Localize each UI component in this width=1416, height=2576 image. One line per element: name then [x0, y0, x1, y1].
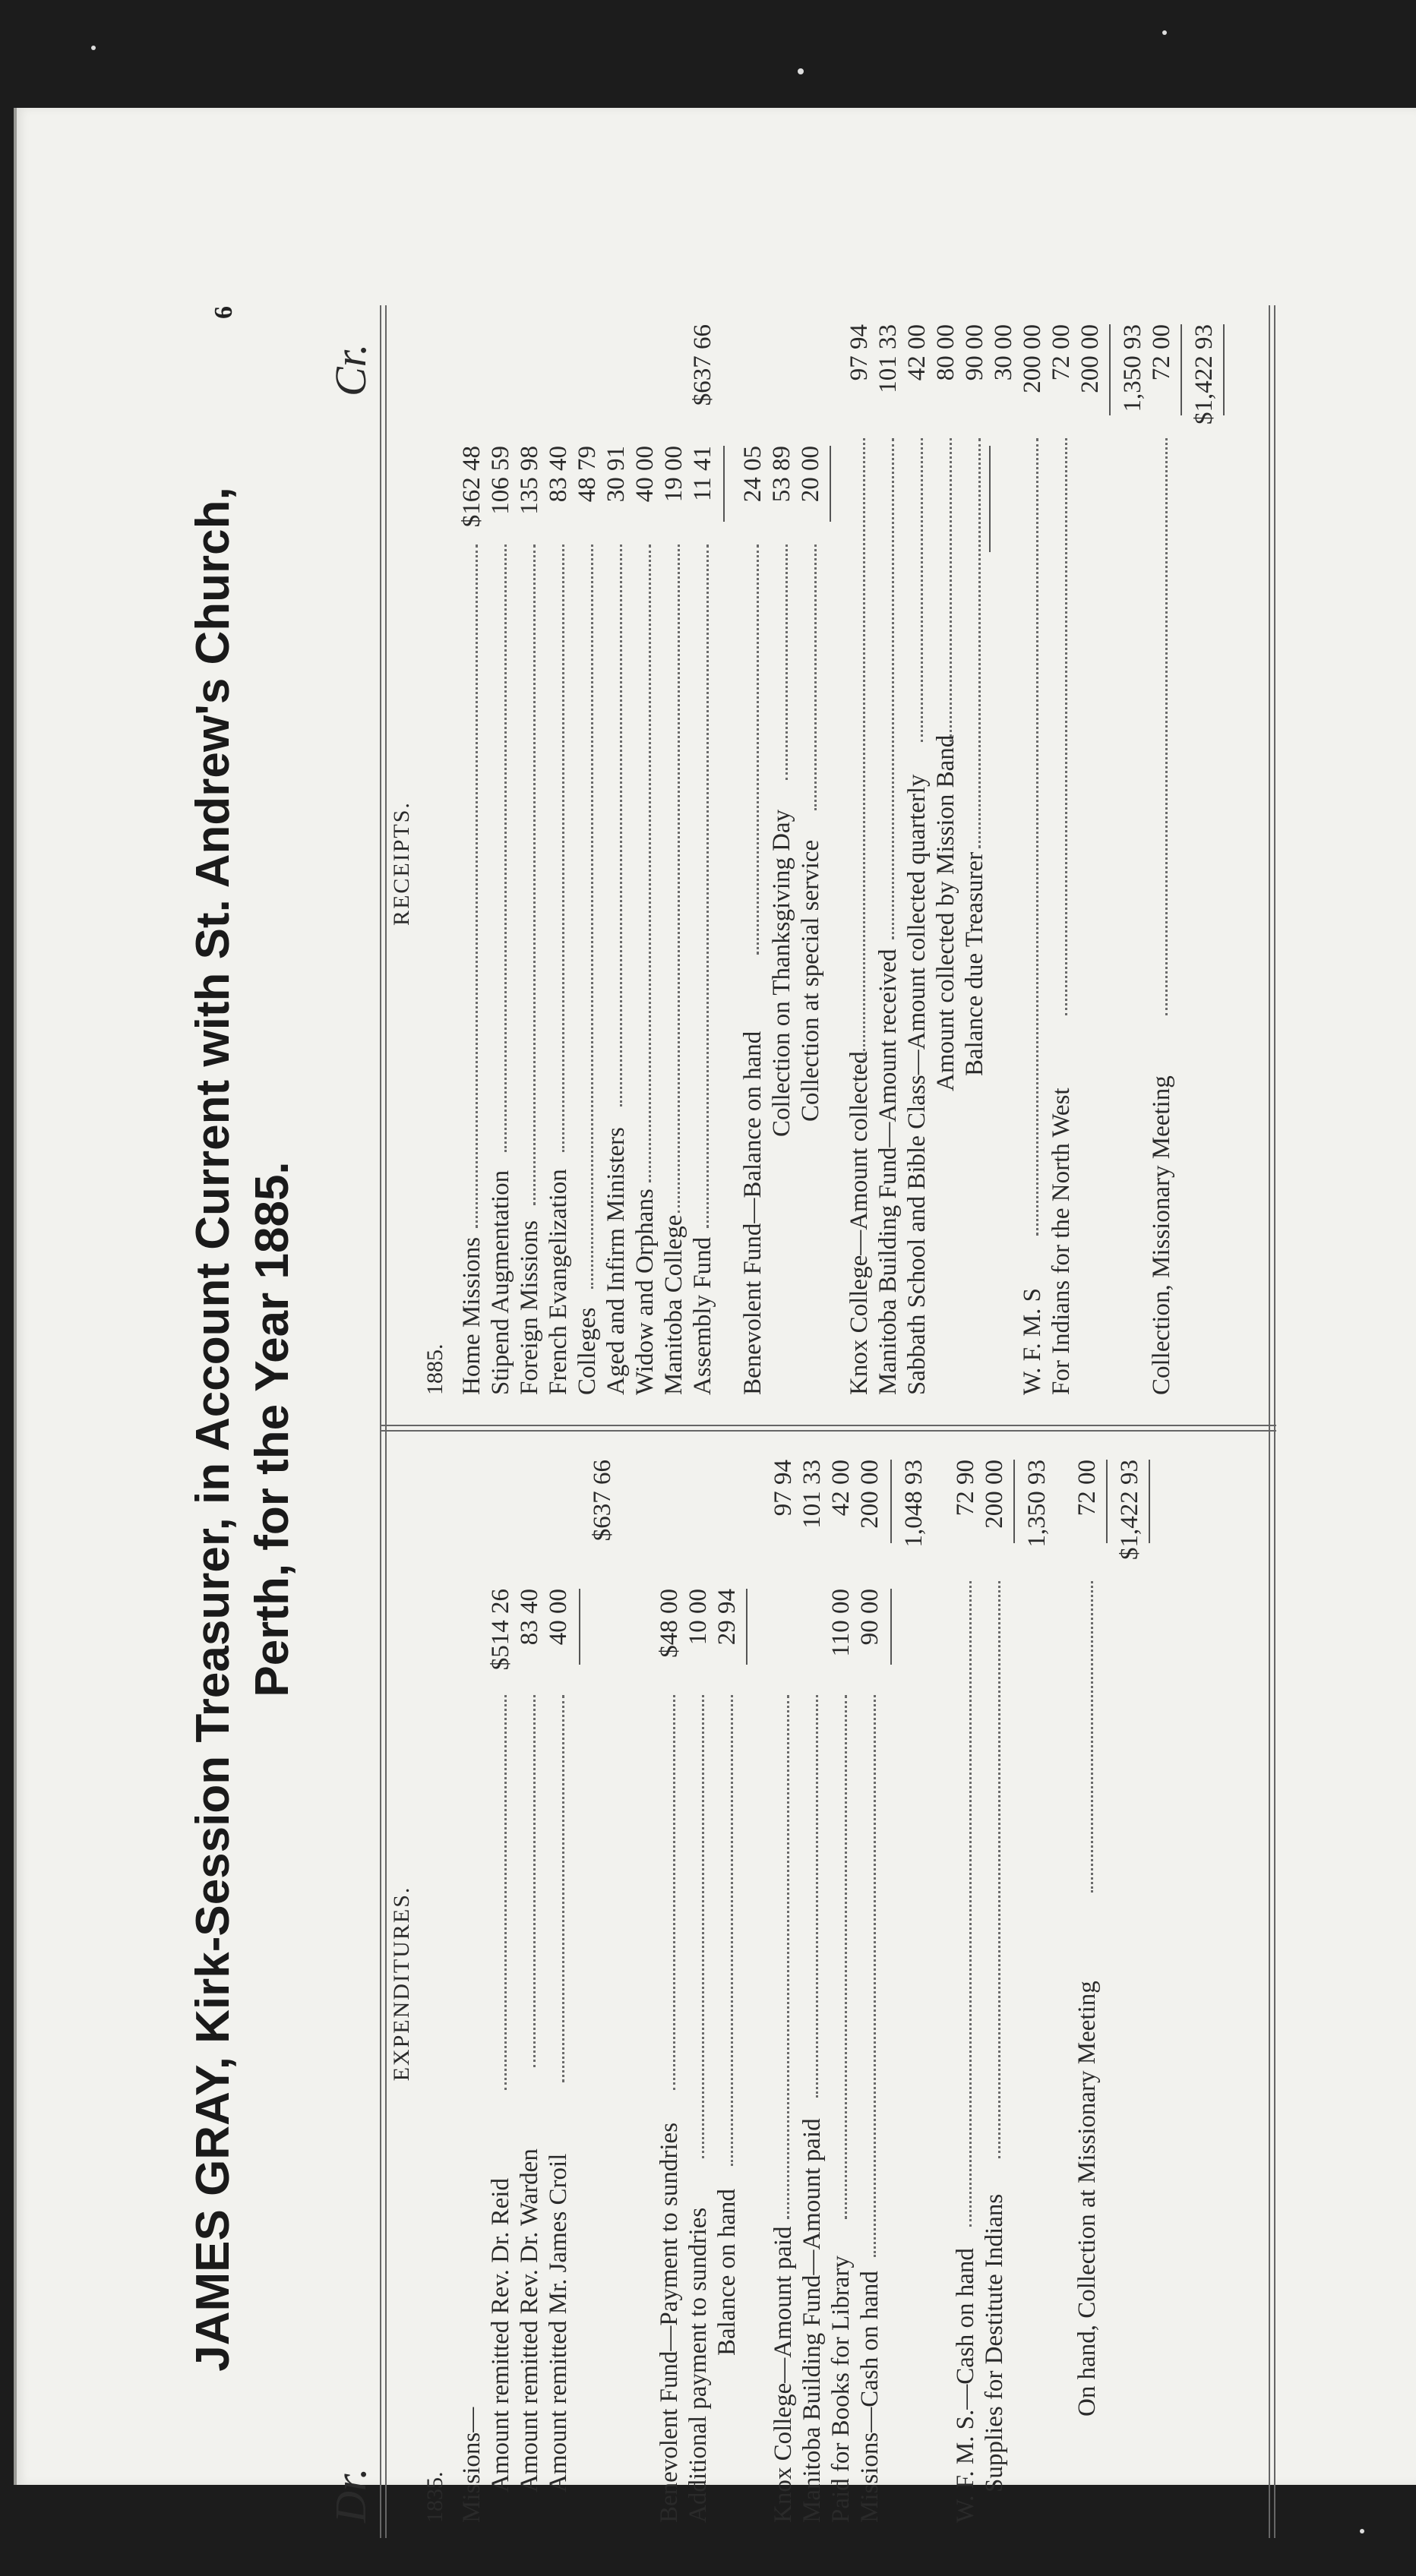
ledger-row: [980, 1444, 1009, 2523]
ledger-row: [515, 1444, 544, 2523]
ledger-row: [796, 317, 825, 1410]
ledger-row: [902, 317, 931, 1410]
subtotal-rule: [1106, 1460, 1108, 1543]
row-total: 72 00: [1148, 324, 1175, 381]
row-label: W. F. M. S: [1019, 1287, 1046, 1395]
title-line-2: Perth, for the Year 1885.: [246, 1161, 299, 1697]
ledger-row: [931, 317, 960, 1410]
ledger-row: [738, 317, 767, 1410]
ledger-row: [544, 317, 573, 1410]
row-label: Collection on Thanksgiving Day: [768, 809, 795, 1137]
leader-dots: [504, 545, 507, 1152]
ledger-row: [769, 1444, 798, 2523]
top-rule: [380, 305, 381, 2538]
row-label: Home Missions: [458, 1236, 485, 1395]
leader-dots: [863, 438, 865, 1061]
row-total: 1,350 93: [1119, 324, 1146, 412]
ledger-row: [1076, 317, 1105, 1410]
ledger-row: [951, 1444, 980, 2523]
row-label: On hand, Collection at Missionary Meeting: [1073, 1981, 1101, 2417]
center-divider: [380, 1430, 1276, 1432]
row-total: 42 00: [827, 1460, 855, 1517]
leader-dots: [874, 1695, 876, 2257]
subtotal-rule: [1013, 1460, 1015, 1543]
leader-dots: [706, 545, 709, 1228]
row-amount: 135 98: [516, 446, 543, 515]
row-label: Stipend Augmentation: [487, 1170, 514, 1395]
row-label: Manitoba Building Fund—Amount received: [874, 949, 902, 1395]
row-amount: 19 00: [660, 446, 687, 503]
ledger-row: [486, 1444, 515, 2523]
row-total: $637 66: [589, 1460, 616, 1542]
document-page: [14, 108, 1416, 2523]
leader-dots: [731, 1695, 733, 2166]
leader-dots: [504, 1695, 507, 2090]
ledger-row: [855, 1444, 884, 2523]
row-label: Balance due Treasurer: [961, 851, 988, 1076]
grand-total: $1,422 93: [1190, 324, 1218, 425]
center-divider-double: [380, 1425, 1276, 1426]
row-label: Additional payment to sundries: [684, 2207, 712, 2523]
leader-dots: [757, 545, 759, 955]
ledger-row: [684, 1444, 713, 2523]
ledger-row: [631, 317, 659, 1410]
ledger-row: [1190, 317, 1218, 1410]
ledger-row: [1018, 317, 1047, 1410]
row-label: Benevolent Fund—Payment to sundries: [656, 2122, 683, 2523]
row-amount: 30 91: [602, 446, 630, 503]
row-label: Missions—: [458, 2407, 485, 2523]
expenditures-column: [389, 1444, 1263, 2523]
receipts-year: 1885.: [422, 1343, 447, 1395]
row-amount: 83 40: [516, 1589, 543, 1646]
ledger-row: [544, 1444, 573, 2523]
top-rule-double: [385, 305, 387, 2538]
expenditures-year: 1835.: [422, 2471, 447, 2523]
row-label: Manitoba Building Fund—Amount paid: [798, 2118, 826, 2523]
ledger-row: [457, 1444, 486, 2523]
row-amount: 106 59: [487, 446, 514, 515]
leader-dots: [785, 545, 788, 780]
row-amount: $514 26: [487, 1589, 514, 1671]
total-rule: [1223, 324, 1225, 415]
row-total: 80 00: [932, 324, 959, 381]
ledger-row: [688, 317, 717, 1410]
row-label: Benevolent Fund—Balance on hand: [739, 1031, 766, 1395]
row-amount: 48 79: [574, 446, 601, 503]
row-amount: 83 40: [545, 446, 572, 503]
ledger-row: [1073, 1444, 1102, 2523]
ledger-row: [827, 1444, 855, 2523]
ledger-row: [602, 317, 631, 1410]
credit-label: Cr.: [326, 343, 375, 396]
row-amount: 24 05: [739, 446, 766, 503]
row-label: Amount remitted Rev. Dr. Reid: [487, 2178, 514, 2492]
row-label: Amount collected by Mission Band: [932, 734, 959, 1091]
row-total: 200 00: [856, 1460, 883, 1529]
row-label: Collection at special service: [797, 839, 824, 1122]
row-total: 200 00: [1019, 324, 1046, 393]
ledger-row: [1147, 317, 1176, 1410]
row-label: Amount remitted Rev. Dr. Warden: [516, 2148, 543, 2492]
leader-dots: [1036, 438, 1038, 1236]
row-label: Missions—Cash on hand: [856, 2271, 883, 2523]
leader-dots: [533, 545, 536, 1205]
row-label: Supplies for Destitute Indians: [981, 2193, 1008, 2492]
row-total: 72 00: [1073, 1460, 1101, 1517]
total-rule: [1149, 1460, 1150, 1543]
ledger-row: [845, 317, 874, 1410]
subtotal-rule: [1109, 324, 1111, 415]
ledger-row: [515, 317, 544, 1410]
row-total: 97 94: [845, 324, 873, 381]
row-amount: 90 00: [856, 1589, 883, 1646]
ledger-row: [960, 317, 989, 1410]
row-amount: 53 89: [768, 446, 795, 503]
leader-dots: [620, 545, 622, 1106]
ledger-row: [588, 1444, 617, 2523]
ledger-row: [486, 317, 515, 1410]
row-label: Colleges: [574, 1307, 601, 1395]
leader-dots: [998, 1581, 1000, 2158]
row-total: 97 94: [770, 1460, 797, 1517]
account-ledger: [184, 290, 1369, 2568]
leader-dots: [816, 1695, 818, 2098]
row-label: French Evangelization: [545, 1169, 572, 1395]
row-amount: 110 00: [827, 1589, 855, 1657]
leader-dots: [845, 1695, 847, 2219]
bottom-rule: [1269, 305, 1270, 2538]
row-label: For Indians for the North West: [1048, 1088, 1075, 1395]
row-label: Knox College—Amount collected: [845, 1051, 873, 1395]
grand-total: $1,422 93: [1116, 1460, 1143, 1560]
leader-dots: [476, 545, 478, 1228]
row-total: 200 00: [981, 1460, 1008, 1529]
row-amount: $162 48: [458, 446, 485, 528]
row-total: 1,048 93: [900, 1460, 928, 1548]
document-title: [184, 290, 302, 2568]
row-total: 101 33: [874, 324, 902, 393]
leader-dots: [678, 545, 680, 1213]
leader-dots: [533, 1695, 536, 2067]
row-label: Assembly Fund: [689, 1236, 716, 1395]
ledger-row: [874, 317, 902, 1410]
row-amount: 40 00: [545, 1589, 572, 1646]
leader-dots: [1065, 438, 1067, 1015]
leader-dots: [649, 545, 651, 1182]
ledger-row: [573, 317, 602, 1410]
ledger-row: [899, 1444, 928, 2523]
leader-dots: [787, 1695, 789, 2219]
row-label: Manitoba College: [660, 1214, 687, 1395]
receipts-column: [389, 317, 1263, 1410]
row-amount: $48 00: [656, 1589, 683, 1658]
subtotal-rule: [723, 446, 725, 522]
debit-label: Dr.: [326, 2467, 375, 2523]
bottom-rule-double: [1274, 305, 1275, 2538]
subtotal-rule: [890, 1589, 892, 1665]
expenditures-heading: EXPENDITURES.: [389, 1886, 414, 2082]
receipts-heading: RECEIPTS.: [389, 801, 414, 926]
ledger-row: [659, 317, 688, 1410]
subtotal-rule: [746, 1589, 748, 1665]
row-label: Collection, Missionary Meeting: [1148, 1075, 1175, 1395]
ledger-row: [713, 1444, 741, 2523]
row-label: Balance on hand: [713, 2189, 741, 2356]
leader-dots: [950, 438, 952, 742]
row-total: 72 90: [952, 1460, 979, 1517]
leader-dots: [814, 545, 817, 810]
row-label: Sabbath School and Bible Class—Amount collected quarterly: [903, 774, 931, 1395]
row-amount: 10 00: [684, 1589, 712, 1646]
row-label: Foreign Missions: [516, 1220, 543, 1395]
leader-dots: [978, 438, 981, 848]
row-total: 200 00: [1076, 324, 1104, 393]
leader-dots: [921, 438, 923, 742]
row-total: 42 00: [903, 324, 931, 381]
subtotal-rule: [830, 446, 831, 522]
title-line-1: JAMES GRAY, Kirk-Session Treasurer, in Account Current with St. Andrew's Church,: [187, 487, 239, 2372]
dust-speck: [91, 46, 96, 50]
leader-dots: [673, 1695, 675, 2090]
leader-dots: [562, 545, 564, 1152]
page-number: 6: [210, 306, 238, 319]
subtotal-rule: [579, 1589, 580, 1665]
ledger-row: [655, 1444, 684, 2523]
leader-dots: [591, 545, 593, 1289]
row-label: Widow and Orphans: [631, 1189, 659, 1395]
ledger-row: [767, 317, 796, 1410]
leader-dots: [1165, 438, 1168, 1015]
subtotal-rule: [1181, 324, 1182, 415]
ledger-row: [1118, 317, 1147, 1410]
row-label: Paid for Books for Library: [827, 2256, 855, 2523]
leader-dots: [969, 1581, 972, 2227]
row-total: $637 66: [689, 324, 716, 406]
row-label: Aged and Infirm Ministers: [602, 1127, 630, 1395]
dust-speck: [798, 68, 804, 74]
row-label: W. F. M. S.—Cash on hand: [952, 2248, 979, 2523]
row-label: Knox College—Amount paid: [770, 2226, 797, 2523]
leader-dots: [702, 1695, 704, 2158]
leader-dots: [892, 438, 894, 939]
row-total: 101 33: [798, 1460, 826, 1529]
ledger-row: [457, 317, 486, 1410]
subtotal-rule: [890, 1460, 892, 1543]
row-amount: 11 41: [689, 446, 716, 502]
leader-dots: [1091, 1581, 1093, 1893]
row-total: 72 00: [1048, 324, 1075, 381]
row-total: 1,350 93: [1023, 1460, 1051, 1548]
row-total: 90 00: [961, 324, 988, 381]
ledger-row: [989, 317, 1018, 1410]
ledger-row: [1115, 1444, 1144, 2523]
ledger-row: [798, 1444, 827, 2523]
row-label: Amount remitted Mr. James Croil: [545, 2153, 572, 2492]
leader-dots: [562, 1695, 564, 2082]
row-total: 30 00: [990, 324, 1017, 381]
ledger-row: [1047, 317, 1076, 1410]
row-amount: 20 00: [797, 446, 824, 503]
ledger-row: [1022, 1444, 1051, 2523]
row-amount: 40 00: [631, 446, 659, 503]
row-amount: 29 94: [713, 1589, 741, 1646]
dust-speck: [1162, 30, 1167, 35]
